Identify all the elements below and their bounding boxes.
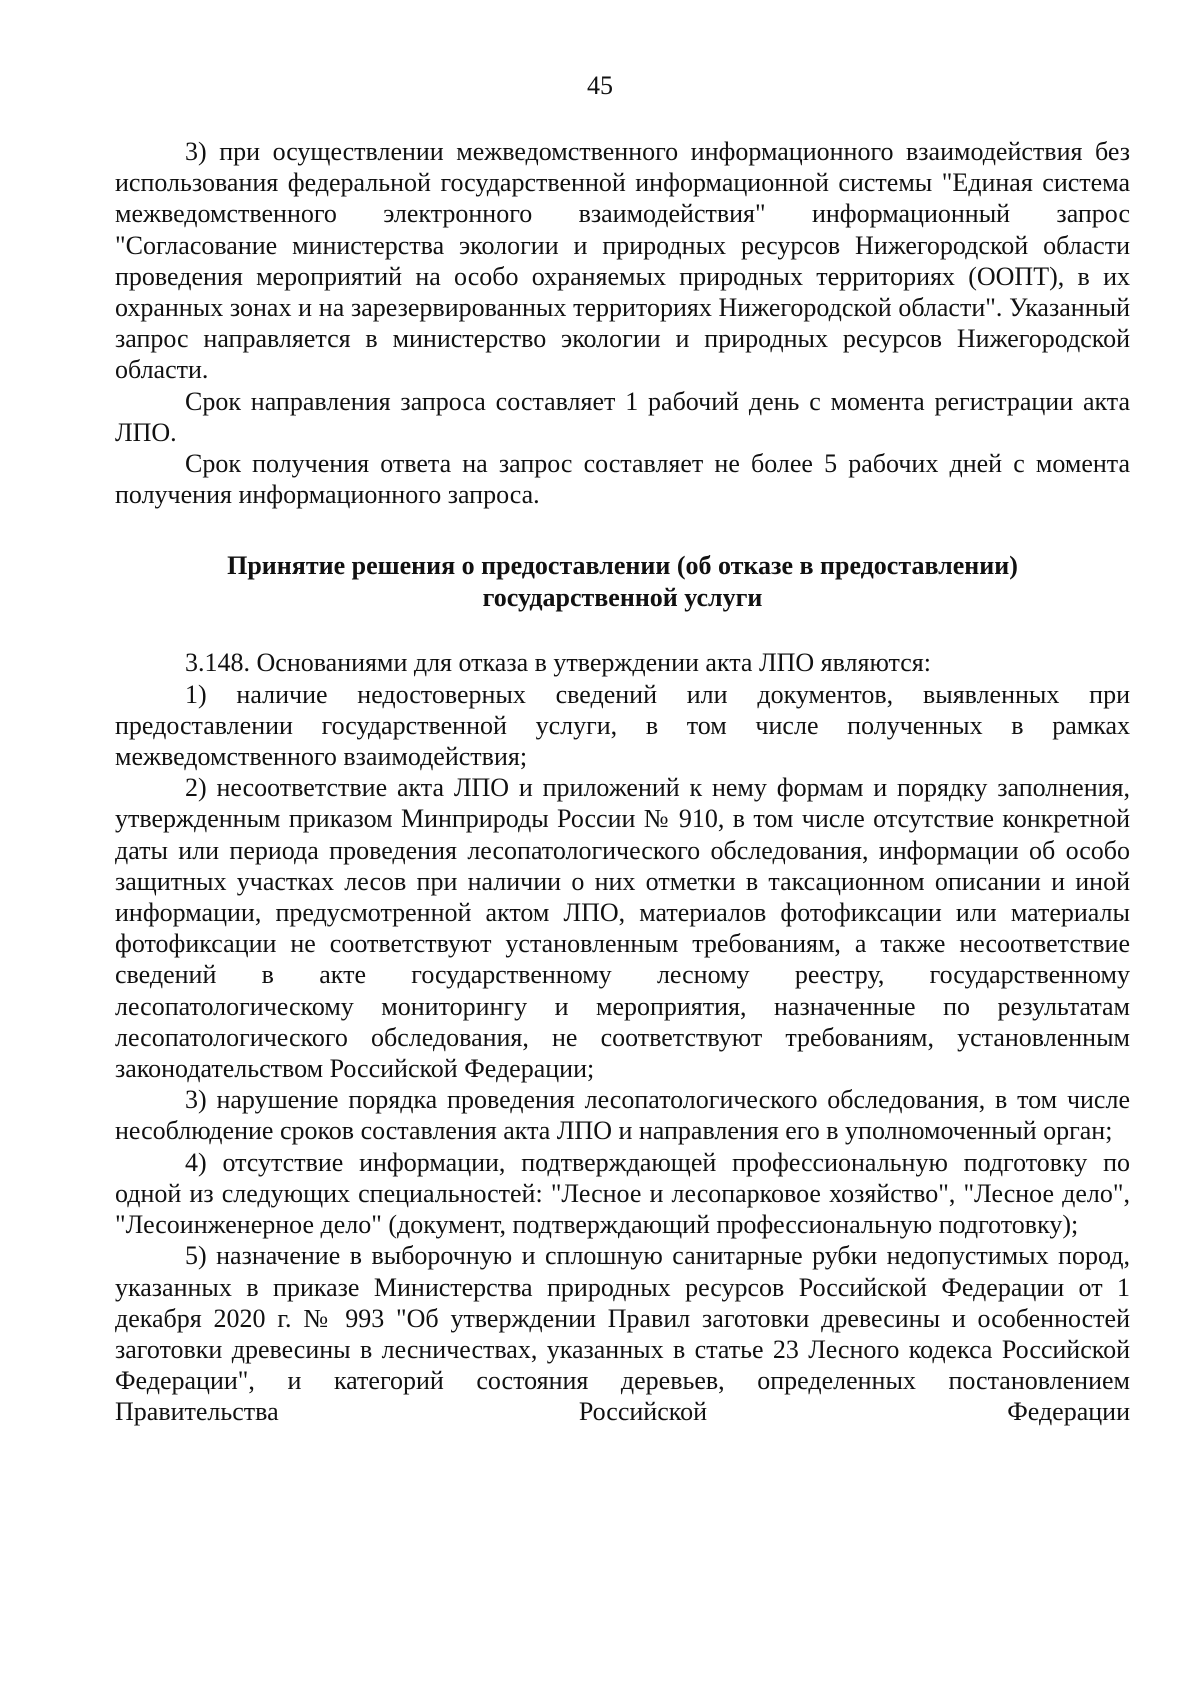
paragraph-query-send-deadline: Срок направления запроса составляет 1 рабочий день с момента регистрации акта ЛПО. (115, 386, 1130, 447)
page-number: 45 (587, 71, 613, 100)
section-heading (115, 550, 1130, 614)
paragraph-query-response-deadline: Срок получения ответа на запрос составляет не более 5 рабочих дней с момента получения информационного запроса. (115, 449, 1130, 510)
paragraph-3-148-intro: 3.148. Основаниями для отказа в утверждении акта ЛПО являются: (185, 648, 931, 678)
paragraph-refusal-ground-1: 1) наличие недостоверных сведений или документов, выявленных при предоставлении государственной услуги, в том числе полученных в рамках межведомственного взаимодействия; (115, 679, 1130, 772)
section-heading-line-1: Принятие решения о предоставлении (об отказе в предоставлении) (227, 551, 1018, 581)
paragraph-refusal-ground-3: 3) нарушение порядка проведения лесопатологического обследования, в том числе несоблюдение сроков составления акта ЛПО и направления его в уполномоченный орган; (115, 1085, 1130, 1146)
paragraph-item-3-query: 3) при осуществлении межведомственного информационного взаимодействия без использования федеральной государственной информационной системы "Единая система межведомственного электронного взаимодействия" информационный запрос "Согласование министерства экологии и природных ресурсов Нижегородской области проведения мероприятий на особо охраняемых природных территориях (ООПТ), в их охранных зонах и на зарезервированных территориях Нижегородской области". Указанный запрос направляется в министерство экологии и природных ресурсов Нижегородской области. (115, 137, 1130, 385)
section-heading-line-2: государственной услуги (482, 583, 763, 613)
paragraph-refusal-ground-2: 2) несоответствие акта ЛПО и приложений к нему формам и порядку заполнения, утвержденным приказом Минприроды России № 910, в том числе отсутствие конкретной даты или периода проведения лесопатологического обследования, информации об особо защитных участках лесов при наличии о них отметки в таксационном описании и иной информации, предусмотренной актом ЛПО, материалов фотофиксации или материалы фотофиксации не соответствуют установленным требованиям, а также несоответствие сведений в акте государственному лесному реестру, государственному лесопатологическому мониторингу и мероприятия, назначенные по результатам лесопатологического обследования, не соответствуют требованиям, установленным законодательством Российской Федерации; (115, 773, 1130, 1084)
paragraph-refusal-ground-4: 4) отсутствие информации, подтверждающей профессиональную подготовку по одной из следующих специальностей: "Лесное и лесопарковое хозяйство", "Лесное дело", "Лесоинженерное дело" (документ, подтверждающий профессиональную подготовку); (115, 1147, 1130, 1240)
document-body (115, 136, 1130, 1428)
paragraph-refusal-ground-5: 5) назначение в выборочную и сплошную санитарные рубки недопустимых пород, указанных в приказе Министерства природных ресурсов Российской Федерации от 1 декабря 2020 г. № 993 "Об утверждении Правил заготовки древесины и особенностей заготовки древесины в лесничествах, указанных в статье 23 Лесного кодекса Российской Федерации", и категорий состояния деревьев, определенных постановлением Правительства Российской Федерации (115, 1241, 1130, 1427)
